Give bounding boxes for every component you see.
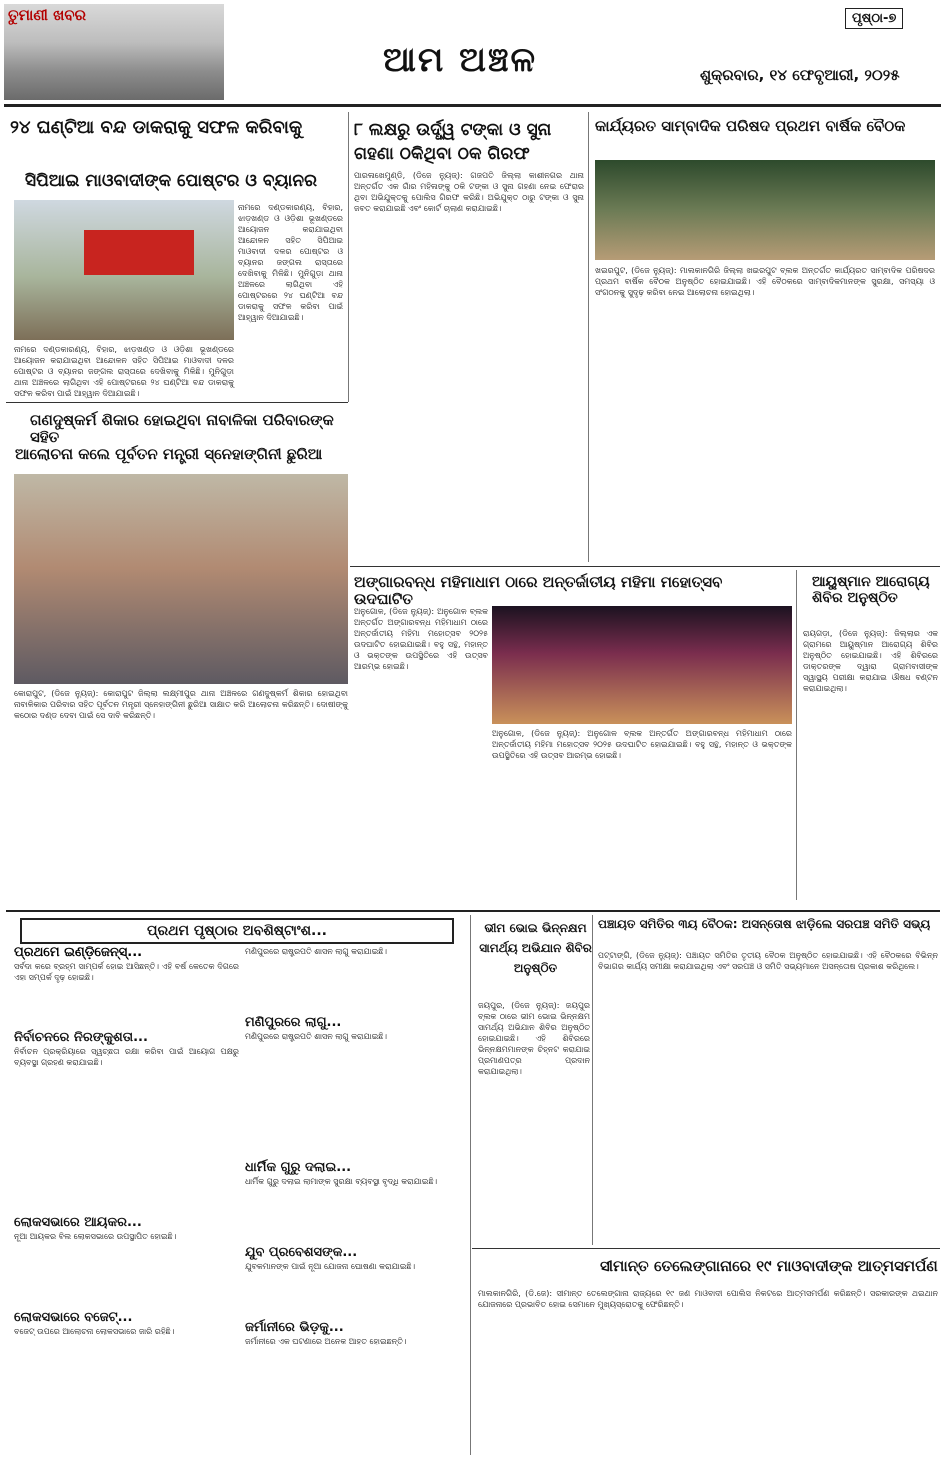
article-body: ପଟ୍ଟାଙ୍ଗି, (ଡିଜେ ନ୍ୟୁଜ୍): ପଞ୍ଚାୟତ ସମିତିର ତୃତୀୟ ବୈଠକ ଅନୁଷ୍ଠିତ ହୋଇଯାଇଛି। ଏହି ବୈଠକରେ ବିଭିନ୍ନ ବିଭାଗର କାର୍ଯ୍ୟ ସମୀକ୍ଷା କରାଯାଇଥିଲା ଏବଂ ସରପଞ୍ଚ ଓ ସମିତି ସଭ୍ୟମାନେ ଅସନ୍ତୋଷ ପ୍ରକାଶ କରିଥିଲେ। [598, 951, 938, 971]
article-headline: ଭୀମ ଭୋଇ ଭିନ୍ନକ୍ଷମ ସାମର୍ଥ୍ୟ ଅଭିଯାନ ଶିବିର ଅନୁଷ୍ଠିତ [479, 921, 592, 975]
continued-text: ନିର୍ବାଚନ ପ୍ରକ୍ରିୟାରେ ସ୍ୱଚ୍ଛତା ରକ୍ଷା କରିବା ପାଇଁ ଆୟୋଗ ପକ୍ଷରୁ ବ୍ୟବସ୍ଥା ଗ୍ରହଣ କରାଯାଇଛି। [14, 1046, 239, 1067]
article-headline: ୨୪ ଘଣ୍ଟିଆ ବନ୍ଦ ଡାକରାକୁ ସଫଳ କରିବାକୁ [10, 117, 303, 138]
column-rule [348, 112, 349, 402]
continued-text: ନୂଆ ଆୟକର ବିଲ ଲୋକସଭାରେ ଉପସ୍ଥାପିତ ହୋଇଛି। [14, 1231, 177, 1241]
continued-column-left [14, 946, 239, 1451]
continued-kicker: ମଣିପୁରରେ ଲାଗୁ... [245, 1015, 342, 1030]
page-number: ପୃଷ୍ଠା-୭ [845, 8, 903, 29]
continued-text: ମଣିପୁରରେ ରାଷ୍ଟ୍ରପତି ଶାସନ ଲାଗୁ କରାଯାଇଛି। [245, 947, 387, 956]
article-body: ରାୟଗଡ଼ା, (ଡିଜେ ନ୍ୟୁଜ୍): ଜିଲ୍ଲାର ଏକ ଗ୍ରାମରେ ଆୟୁଷ୍ମାନ ଆରୋଗ୍ୟ ଶିବିର ଅନୁଷ୍ଠିତ ହୋଇଯାଇଛି। ଏହି ଶିବିରରେ ଡାକ୍ତରଙ୍କ ଦ୍ୱାରା ଗ୍ରାମବାସୀଙ୍କ ସ୍ୱାସ୍ଥ୍ୟ ପରୀକ୍ଷା କରାଯାଇ ଔଷଧ ବଣ୍ଟନ କରାଯାଇଥିଲା। [803, 629, 938, 693]
article-subheadline: ଆଲୋଚନା କଲେ ପୂର୍ବତନ ମନ୍ତ୍ରୀ ସ୍ନେହାଙ୍ଗିନୀ ଛୁରିଆ [15, 445, 323, 463]
article-photo [595, 160, 935, 260]
continued-kicker: ପ୍ରଥମେ ଇଣ୍ଡ଼ିଜେନ୍ସ୍... [14, 945, 143, 960]
section-rule [6, 910, 940, 912]
article-headline: କାର୍ଯ୍ୟରତ ସାମ୍ବାଦିକ ପରିଷଦ ପ୍ରଥମ ବାର୍ଷିକ ବୈଠକ [595, 117, 906, 135]
continued-kicker: ଯୁବ ପ୍ରବେଶସଙ୍କ... [245, 1244, 358, 1260]
article-photo [14, 200, 234, 340]
section-rule [350, 566, 940, 567]
article-body: ପାରଳାଖେମୁଣ୍ଡି, (ଡିଜେ ନ୍ୟୁଜ୍): ଗଜପତି ଜିଲ୍ଲା କାଶୀନଗର ଥାନା ଅନ୍ତର୍ଗତ ଏକ ଗାଁର ମହିଳାଙ୍କୁ ଠକି ଟଙ୍କା ଓ ସୁନା ଗହଣା ନେଇ ଫେରାର ଥିବା ଅଭିଯୁକ୍ତକୁ ପୋଲିସ ଗିରଫ କରିଛି। ଅଭିଯୁକ୍ତ ଠାରୁ ଟଙ୍କା ଓ ସୁନା ଜବତ କରାଯାଇଛି ଏବଂ କୋର୍ଟ ଚାଲାଣ କରାଯାଇଛି। [354, 171, 584, 213]
article-headline: ପଞ୍ଚାୟତ ସମିତିର ୩ୟ ବୈଠକ: ଅସନ୍ତୋଷ ଝାଡ଼ିଲେ ସରପଞ୍ଚ ସମିତି ସଭ୍ୟ [598, 917, 931, 931]
article-headline: ୮ ଲକ୍ଷରୁ ଉର୍ଦ୍ଧ୍ୱ ଟଙ୍କା ଓ ସୁନା ଗହଣା ଠକିଥିବା ଠକ ଗିରଫ [354, 120, 552, 164]
article-headline: ଅଙ୍ଗାରବନ୍ଧ ମହିମାଧାମ ଠାରେ ଅନ୍ତର୍ଜାତୀୟ ମହିମା ମହୋତ୍ସବ ଉଦଘାଟିତ [354, 573, 723, 609]
continued-text: ସର୍ବଦା କରେ ବ୍ରହ୍ମ ସାମ୍ପର୍କ ହୋଇ ଆସିଛନ୍ତି। ଏହି ବର୍ଷ କେତେକ ଦିଗରେ ଏହା ସମ୍ପର୍କ ଦୃଢ଼ ହୋଇଛି। [14, 961, 239, 982]
masthead: ତୁମାଣୀ ଖବର [8, 6, 86, 24]
article-subheadline: ସିପିଆଇ ମାଓବାଦୀଙ୍କ ପୋଷ୍ଟର ଓ ବ୍ୟାନର [25, 171, 318, 191]
column-rule [796, 570, 797, 900]
article-headline: ଆୟୁଷ୍ମାନ ଆରୋଗ୍ୟ ଶିବିର ଅନୁଷ୍ଠିତ [812, 574, 930, 607]
continued-kicker: ନିର୍ବାଚନରେ ନିରଙ୍କୁଶତା... [14, 1029, 148, 1045]
continued-text: ଜର୍ମାନୀରେ ଏକ ଘଟଣାରେ ଅନେକ ଆହତ ହୋଇଛନ୍ତି। [245, 1336, 407, 1346]
article-body: କୋରାପୁଟ, (ଡିଜେ ନ୍ୟୁଜ୍): କୋରାପୁଟ ଜିଲ୍ଲା ଲକ୍ଷ୍ମୀପୁର ଥାନା ଅଞ୍ଚଳରେ ଗଣଦୁଷ୍କର୍ମ ଶିକାର ହୋଇଥିବା ନାବାଳିକାର ପରିବାର ସହିତ ପୂର୍ବତନ ମନ୍ତ୍ରୀ ସ୍ନେହାଙ୍ଗିନୀ ଛୁରିଆ ସାକ୍ଷାତ କରି ଆଲୋଚନା କରିଛନ୍ତି। ଦୋଷୀଙ୍କୁ କଠୋର ଦଣ୍ଡ ଦେବା ପାଇଁ ସେ ଦାବି କରିଛନ୍ତି। [14, 689, 348, 720]
article-body: ଜୟପୁର, (ଡିଜେ ନ୍ୟୁଜ୍): ଜୟପୁର ବ୍ଲକ ଠାରେ ଭୀମ ଭୋଇ ଭିନ୍ନକ୍ଷମ ସାମର୍ଥ୍ୟ ଅଭିଯାନ ଶିବିର ଅନୁଷ୍ଠିତ ହୋଇଯାଇଛି। ଏହି ଶିବିରରେ ଭିନ୍ନକ୍ଷମମାନଙ୍କ ଚିହ୍ନଟ କରାଯାଇ ପ୍ରମାଣପତ୍ର ପ୍ରଦାନ କରାଯାଇଥିଲା। [478, 1001, 590, 1076]
continued-column-right [245, 946, 465, 1451]
continued-kicker: ଧାର୍ମିକ ଗୁରୁ ଦଲାଇ... [245, 1159, 352, 1175]
article-body: ଅନୁଗୋଳ, (ଡିଜେ ନ୍ୟୁଜ୍): ଅନୁଗୋଳ ବ୍ଲକ ଅନ୍ତର୍ଗତ ଅଙ୍ଗାରବନ୍ଧ ମହିମାଧାମ ଠାରେ ଅନ୍ତର୍ଜାତୀୟ ମହିମା ମହୋତ୍ସବ ୨୦୨୫ ଉଦଘାଟିତ ହୋଇଯାଇଛି। ବହୁ ସନ୍ଥ, ମହାନ୍ତ ଓ ଭକ୍ତଙ୍କ ଉପସ୍ଥିତିରେ ଏହି ଉତ୍ସବ ଆରମ୍ଭ ହୋଇଛି। [492, 729, 792, 760]
article-body: ନାମରେ ଦଣ୍ଡକାରଣ୍ୟ, ବିହାର, ଝାଡ଼ଖଣ୍ଡ ଓ ଓଡ଼ିଶା ଭୂଖଣ୍ଡରେ ଆୟୋଜନ କରାଯାଇଥିବା ଆନ୍ଦୋଳନ ସହିତ ସିପିଆଇ ମାଓବାଦୀ ଦଳର ପୋଷ୍ଟର ଓ ବ୍ୟାନର ଜଙ୍ଗଲ ରାସ୍ତାରେ ଦେଖିବାକୁ ମିଳିଛି। ମୁନିଗୁଡ଼ା ଥାନା ଅଞ୍ଚଳରେ ଲାଗିଥିବା ଏହି ପୋଷ୍ଟରରେ ୨୪ ଘଣ୍ଟିଆ ବନ୍ଦ ଡାକରାକୁ ସଫଳ କରିବା ପାଇଁ ଆହ୍ୱାନ ଦିଆଯାଇଛି। [238, 203, 343, 322]
column-rule [588, 112, 589, 562]
article-photo [492, 606, 792, 724]
continued-kicker: ଲୋକସଭାରେ ଆୟକର... [14, 1214, 142, 1230]
section-title: ଆମ ଅଞ୍ଚଳ [382, 40, 538, 80]
section-rule [472, 1248, 940, 1249]
continued-kicker: ଜର୍ମାନୀରେ ଭିଡ଼କୁ... [245, 1319, 344, 1335]
column-rule [592, 915, 593, 1245]
continued-text: ଯୁବକମାନଙ୍କ ପାଇଁ ନୂଆ ଯୋଜନା ଘୋଷଣା କରାଯାଇଛି। [245, 1261, 416, 1271]
article-headline: ସୀମାନ୍ତ ତେଲେଙ୍ଗାନାରେ ୧୯ ମାଓବାଦୀଙ୍କ ଆତ୍ମସମର୍ପଣ [600, 1257, 938, 1275]
section-rule [6, 402, 348, 403]
column-rule [470, 915, 471, 1455]
continued-text: ଧାର୍ମିକ ଗୁରୁ ଦଲାଇ ଲାମାଙ୍କ ସୁରକ୍ଷା ବ୍ୟବସ୍ଥା ବୃଦ୍ଧି କରାଯାଇଛି। [245, 1176, 438, 1186]
continued-text: ମଣିପୁରରେ ରାଷ୍ଟ୍ରପତି ଶାସନ ଲାଗୁ କରାଯାଇଛି। [245, 1031, 387, 1041]
issue-date: ଶୁକ୍ରବାର, ୧୪ ଫେବୃଆରୀ, ୨୦୨୫ [700, 66, 900, 84]
article-body: ଅନୁଗୋଳ, (ଡିଜେ ନ୍ୟୁଜ୍): ଅନୁଗୋଳ ବ୍ଲକ ଅନ୍ତର୍ଗତ ଅଙ୍ଗାରବନ୍ଧ ମହିମାଧାମ ଠାରେ ଅନ୍ତର୍ଜାତୀୟ ମହିମା ମହୋତ୍ସବ ୨୦୨୫ ଉଦଘାଟିତ ହୋଇଯାଇଛି। ବହୁ ସନ୍ଥ, ମହାନ୍ତ ଓ ଭକ୍ତଙ୍କ ଉପସ୍ଥିତିରେ ଏହି ଉତ୍ସବ ଆରମ୍ଭ ହୋଇଛି। [354, 607, 488, 671]
banner-graphic [84, 230, 194, 275]
continued-heading: ପ୍ରଥମ ପୃଷ୍ଠାର ଅବଶିଷ୍ଟାଂଶ... [20, 918, 454, 944]
article-headline: ଗଣଦୁଷ୍କର୍ମ ଶିକାର ହୋଇଥିବା ନାବାଳିକା ପରିବାରଙ୍କ ସହିତ [30, 411, 334, 447]
article-photo [14, 474, 348, 684]
article-body: ନାମରେ ଦଣ୍ଡକାରଣ୍ୟ, ବିହାର, ଝାଡ଼ଖଣ୍ଡ ଓ ଓଡ଼ିଶା ଭୂଖଣ୍ଡରେ ଆୟୋଜନ କରାଯାଇଥିବା ଆନ୍ଦୋଳନ ସହିତ ସିପିଆଇ ମାଓବାଦୀ ଦଳର ପୋଷ୍ଟର ଓ ବ୍ୟାନର ଜଙ୍ଗଲ ରାସ୍ତାରେ ଦେଖିବାକୁ ମିଳିଛି। ମୁନିଗୁଡ଼ା ଥାନା ଅଞ୍ଚଳରେ ଲାଗିଥିବା ଏହି ପୋଷ୍ଟରରେ ୨୪ ଘଣ୍ଟିଆ ବନ୍ଦ ଡାକରାକୁ ସଫଳ କରିବା ପାଇଁ ଆହ୍ୱାନ ଦିଆଯାଇଛି। [14, 345, 234, 398]
article-body: ଖଇରପୁଟ, (ଡିଜେ ନ୍ୟୁଜ୍): ମାଲକାନଗିରି ଜିଲ୍ଲା ଖଇରପୁଟ ବ୍ଲକ ଅନ୍ତର୍ଗତ କାର୍ଯ୍ୟରତ ସାମ୍ବାଦିକ ପରିଷଦର ପ୍ରଥମ ବାର୍ଷିକ ବୈଠକ ଅନୁଷ୍ଠିତ ହୋଇଯାଇଛି। ଏହି ବୈଠକରେ ସାମ୍ବାଦିକମାନଙ୍କ ସୁରକ୍ଷା, ସମସ୍ୟା ଓ ସଂଗଠନକୁ ସୁଦୃଢ଼ କରିବା ନେଇ ଆଲୋଚନା ହୋଇଥିଲା। [595, 266, 935, 297]
continued-kicker: ଲୋକସଭାରେ ବଜେଟ୍... [14, 1309, 133, 1325]
article-body: ମାଲକାନଗିରି, (ଡି.ଜେ): ସୀମାନ୍ତ ତେଲେଙ୍ଗାନା ରାଜ୍ୟରେ ୧୯ ଜଣ ମାଓବାଦୀ ପୋଲିସ ନିକଟରେ ଆତ୍ମସମର୍ପଣ କରିଛନ୍ତି। ସରକାରଙ୍କ ଥଇଥାନ ଯୋଜନାରେ ପ୍ରଭାବିତ ହୋଇ ସେମାନେ ମୁଖ୍ୟସ୍ରୋତକୁ ଫେରିଛନ୍ତି। [478, 1289, 938, 1309]
continued-text: ବଜେଟ୍ ଉପରେ ଆଲୋଚନା ଲୋକସଭାରେ ଜାରି ରହିଛି। [14, 1326, 175, 1336]
